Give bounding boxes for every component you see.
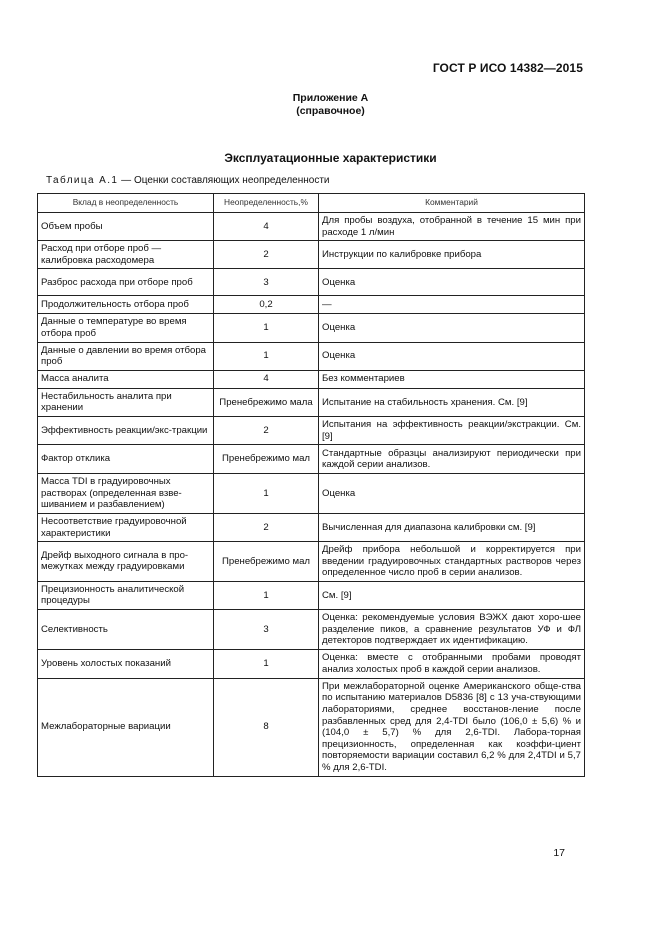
table-row [38,581,585,609]
table-row [38,342,585,370]
cell-uncertainty: 1 [214,581,319,609]
table-row [38,513,585,541]
column-header-uncertainty: Неопределенность,% [214,194,319,213]
table-row [38,416,585,444]
table-row [38,296,585,314]
cell-comment: Оценка: вместе с отобранными пробами проводят анализ холостых проб в каждой серии анализов. [319,649,585,678]
cell-uncertainty: 4 [214,213,319,241]
table-row [38,649,585,678]
table-row [38,445,585,474]
table-caption-label: Таблица А.1 [46,175,119,186]
cell-uncertainty: 3 [214,269,319,296]
cell-uncertainty: 1 [214,314,319,342]
cell-uncertainty: Пренебрежимо мал [214,542,319,582]
cell-source: Несоответствие градуировочной характеристики [38,513,214,541]
cell-comment: — [319,296,585,314]
cell-uncertainty: 1 [214,474,319,514]
table-row [38,241,585,269]
cell-comment: Вычисленная для диапазона калибровки см. [9] [319,513,585,541]
standard-code: ГОСТ Р ИСО 14382—2015 [432,61,583,75]
cell-comment: Для пробы воздуха, отобранной в течение 15 мин при расходе 1 л/мин [319,213,585,241]
cell-source: Продолжительность отбора проб [38,296,214,314]
table-row [38,314,585,342]
cell-source: Уровень холостых показаний [38,649,214,678]
cell-uncertainty: 8 [214,678,319,776]
cell-comment: Инструкции по калибровке прибора [319,241,585,269]
cell-source: Разброс расхода при отборе проб [38,269,214,296]
annex-subtitle: (справочное) [296,105,365,117]
table-body [38,213,585,777]
cell-uncertainty: Пренебрежимо мал [214,445,319,474]
table-row [38,610,585,650]
cell-source: Дрейф выходного сигнала в про-межутках между градуировками [38,542,214,582]
table-caption-text: — Оценки составляющих неопределенности [118,175,330,186]
page-number: 17 [553,847,565,859]
uncertainty-table [37,193,585,777]
cell-source: Фактор отклика [38,445,214,474]
cell-uncertainty: 0,2 [214,296,319,314]
table-caption [46,175,330,186]
cell-source: Нестабильность аналита при хранении [38,388,214,416]
cell-source: Масса TDI в градуировочных растворах (определенная взве-шиванием и разбавлением) [38,474,214,514]
table-header-row [38,194,585,213]
table-row [38,370,585,388]
cell-comment: Испытание на стабильность хранения. См. [9] [319,388,585,416]
cell-source: Данные о температуре во время отбора проб [38,314,214,342]
table-row [38,213,585,241]
cell-comment: Дрейф прибора небольшой и корректируется при введении градуировочных стандартных растворов через определенное число проб в серии анализов. [319,542,585,582]
cell-source: Расход при отборе проб — калибровка расходомера [38,241,214,269]
cell-comment: При межлабораторной оценке Американского обще-ства по испытанию материалов D5836 [8] с 13 уча-ствующими лабораториями, среднее восстанов-ление после разбавленных сред для 2,4-TDI было (106,0 ± 5,6) % и (104,0 ± 5,7) % для 2,6-TDI. Лабора-торная прецизионность, определенная как коэффи-циент повторяемости вариации составил 6,2 % для 2,4TDI и 5,7 % для 2,6-TDI. [319,678,585,776]
cell-uncertainty: Пренебрежимо мала [214,388,319,416]
cell-uncertainty: 4 [214,370,319,388]
cell-uncertainty: 2 [214,416,319,444]
cell-source: Эффективность реакции/экс-тракции [38,416,214,444]
cell-comment: Оценка [319,314,585,342]
table-row [38,542,585,582]
cell-comment: Оценка: рекомендуемые условия ВЭЖХ дают хоро-шее разделение пиков, а сравнение результатов УФ и ФЛ детекторов подтверждает их идентификацию. [319,610,585,650]
cell-uncertainty: 1 [214,649,319,678]
section-title: Эксплуатационные характеристики [224,151,437,165]
cell-comment: Оценка [319,269,585,296]
cell-comment: Оценка [319,342,585,370]
annex-title: Приложение А [292,92,369,104]
table-row [38,678,585,776]
table-row [38,269,585,296]
table-row [38,474,585,514]
annex-heading [0,92,661,118]
table-row [38,388,585,416]
cell-comment: Без комментариев [319,370,585,388]
column-header-source: Вклад в неопределенность [38,194,214,213]
cell-comment: Стандартные образцы анализируют периодически при каждой серии анализов. [319,445,585,474]
cell-source: Масса аналита [38,370,214,388]
cell-uncertainty: 2 [214,513,319,541]
cell-comment: См. [9] [319,581,585,609]
cell-uncertainty: 1 [214,342,319,370]
cell-uncertainty: 2 [214,241,319,269]
column-header-comment: Комментарий [319,194,585,213]
cell-comment: Оценка [319,474,585,514]
cell-comment: Испытания на эффективность реакции/экстракции. См. [9] [319,416,585,444]
cell-source: Объем пробы [38,213,214,241]
cell-source: Селективность [38,610,214,650]
cell-uncertainty: 3 [214,610,319,650]
cell-source: Данные о давлении во время отбора проб [38,342,214,370]
cell-source: Прецизионность аналитической процедуры [38,581,214,609]
cell-source: Межлабораторные вариации [38,678,214,776]
